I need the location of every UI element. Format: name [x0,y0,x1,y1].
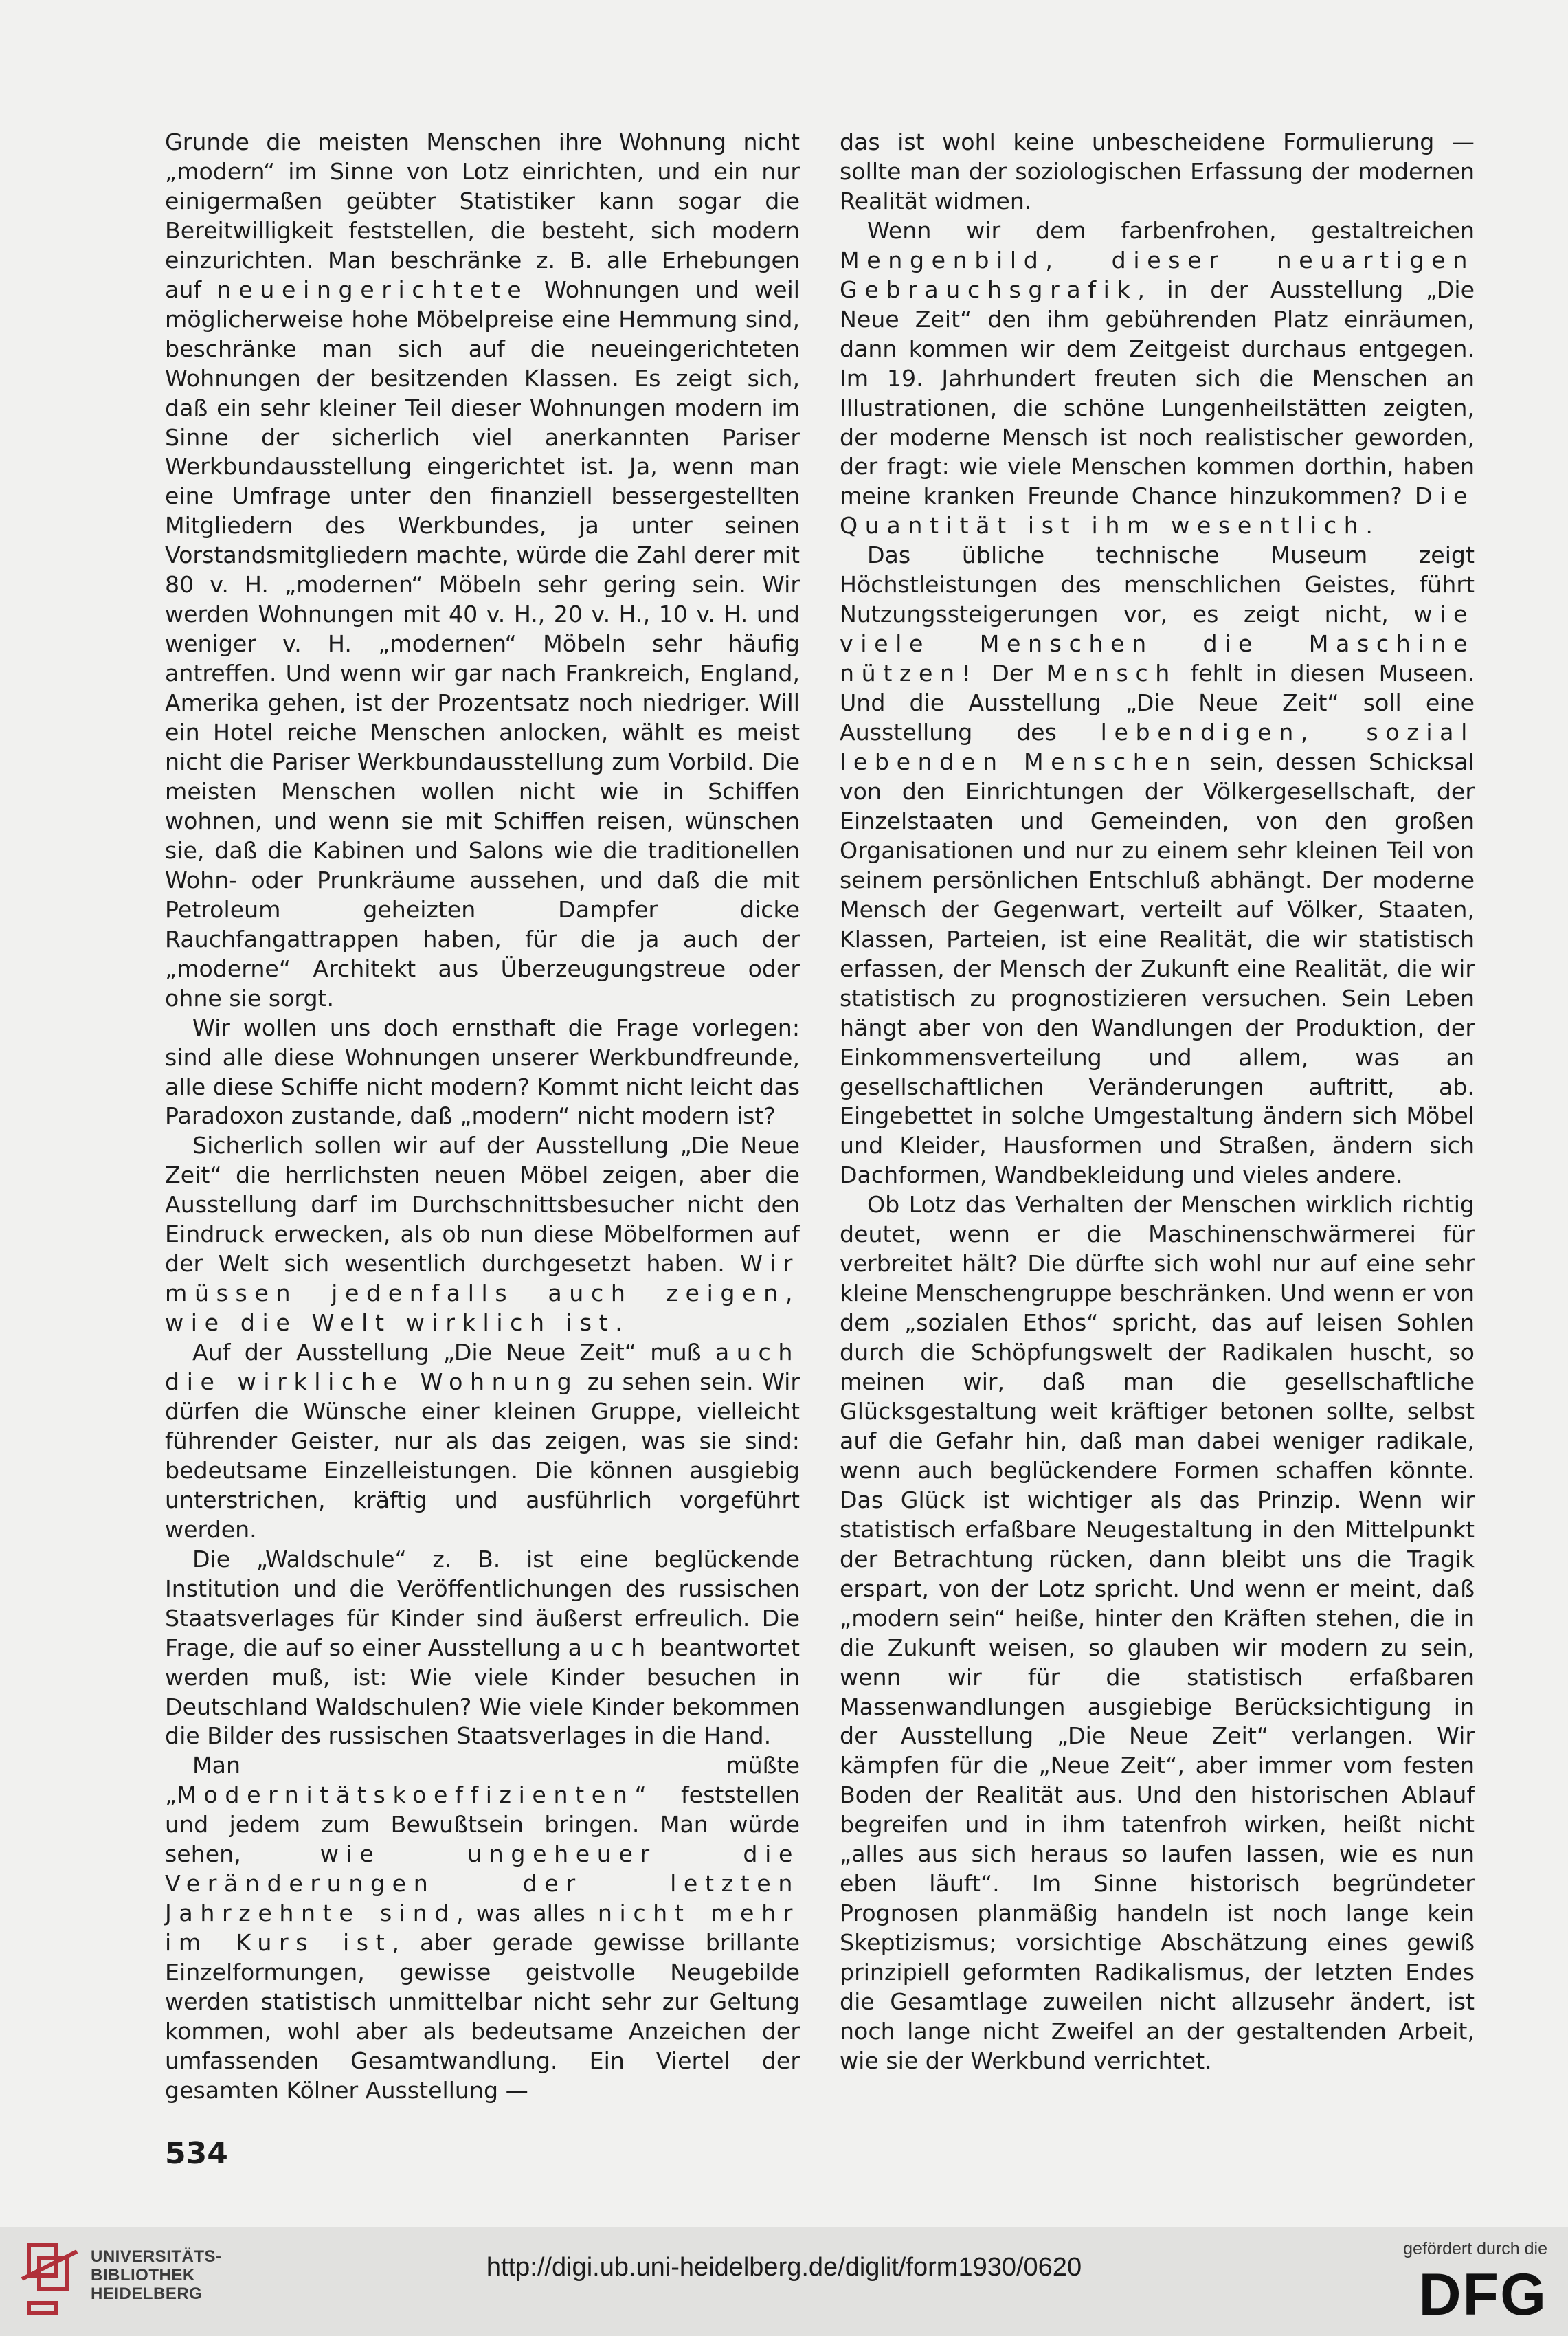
text-run: Auf der Ausstellung „Die Neue Zeit“ muß [192,1339,715,1366]
paragraph [840,128,1475,216]
text-run: Wenn wir dem farbenfrohen, gestaltreichen [867,216,1475,244]
library-name-line: UNIVERSITÄTS- [91,2247,222,2266]
page-number: 534 [165,2136,228,2171]
text-column-right [840,128,1475,2076]
text-run: Wir wollen uns doch ernsthaft die Frage vorlegen: sind alle diese Wohnungen unserer Werkbundfreunde, alle diese Schiffe nicht modern? Kommt nicht leicht das Paradoxon zustande, daß „modern“ nicht modern ist? [165,1014,800,1130]
text-run: Das übliche technische Museum zeigt Höchstleistungen des menschlichen Geistes, führt Nutzungssteigerungen vor, es zeigt nicht, [840,542,1475,628]
paragraph [165,128,800,1014]
emphasized-text: lebendigen, sozial lebenden Menschen [840,719,1475,776]
text-run: , in der Ausstellung „Die Neue Zeit“ den ihm gebührenden Platz einräumen, dann kommen wir dem Zeitgeist durchaus entgegen. Im 19. Jahrhundert freuten sich die Menschen an Illustrationen, die schöne Lungenheilstätten zeigten, der moderne Mensch ist noch realistischer geworden, der fragt: wie viele Menschen kommen dorthin, haben meine kranken Freunde Chance hinzukommen? [840,276,1475,510]
paragraph [840,541,1475,1190]
emphasized-text: wie viele Menschen die Maschine nützen! [840,601,1475,687]
emphasized-text: auch die wirkliche Wohnung [165,1339,800,1396]
emphasized-text: Mengenbild, dieser neuartigen Gebrauchsgrafik [840,246,1475,303]
text-run: Die „Waldschule“ z. B. ist eine beglückende Institution und die Veröffentlichungen des russischen Staatsverlages für Kinder sind äußerst erfreulich. Die Frage, die auf so einer Ausstellung [165,1545,800,1661]
paragraph [165,1014,800,1132]
text-run: , aber gerade gewisse brillante Einzelformungen, gewisse geistvolle Neugebilde werden statistisch unmittelbar nicht sehr zur Geltung kommen, wohl aber als bedeutsame Anzeichen der umfassenden Gesamtwandlung. Ein Viertel der gesamten Kölner Ausstellung — [165,1929,800,2104]
text-run: Grunde die meisten Menschen ihre Wohnung nicht „modern“ im Sinne von Lotz einrichten, und ein nur einigermaßen geübter Statistiker kann sogar die Bereitwilligkeit feststellen, die besteht, sich modern einzurichten. Man beschränke z. B. alle Erhebungen auf [165,129,800,303]
text-column-left [165,128,800,2106]
paragraph [165,1751,800,2105]
emphasized-text: auch [568,1634,653,1661]
text-run: , was alles [456,1900,598,1927]
text-run: Man müßte „ [165,1752,800,1809]
emphasized-text: wie ungeheuer die Veränderungen der letzten Jahrzehnte sind [165,1840,800,1927]
emphasized-text: nicht mehr im Kurs ist [165,1900,800,1957]
text-run: beantwortet werden muß, ist: Wie viele Kinder besuchen in Deutschland Waldschulen? Wie viele Kinder bekommen die Bilder des russischen Staatsverlages in die Hand. [165,1634,800,1750]
emphasized-text: Wir müssen jedenfalls auch zeigen, wie die Welt wirklich ist. [165,1250,800,1337]
text-run: “ feststellen und jedem zum Bewußtsein bringen. Man würde sehen, [165,1781,800,1868]
paragraph [165,1338,800,1545]
emphasized-text: Die Quantität ist ihm wesentlich. [840,482,1475,539]
library-name-line: BIBLIOTHEK [91,2266,195,2284]
text-run: das ist wohl keine unbescheidene Formulierung — sollte man der soziologischen Erfassung der modernen Realität widmen. [840,129,1475,214]
text-run: sein, dessen Schicksal von den Einrichtungen der Völkergesellschaft, der Einzelstaaten und Gemeinden, von den großen Organisationen und nur zu einem sehr kleinen Teil von seinem persönlichen Entschluß abhängt. Der moderne Mensch der Gegenwart, verteilt auf Völker, Staaten, Klassen, Parteien, ist eine Realität, die wir statistisch erfassen, der Mensch der Zukunft eine Realität, die wir statistisch zu prognostizieren versuchen. Sein Leben hängt aber von den Wandlungen der Produktion, der Einkommensverteilung und allem, was an gesellschaftlichen Veränderungen auftritt, ab. Eingebettet in solche Umgestaltung ändern sich Möbel und Kleider, Hausformen und Straßen, ändern sich Dachformen, Wandbekleidung und vieles andere. [840,748,1475,1189]
text-run: Ob Lotz das Verhalten der Menschen wirklich richtig deutet, wenn er die Maschinenschwärmerei für verbreitet hält? Die dürfte sich wohl nur auf eine sehr kleine Menschengruppe beschränken. Und wenn er von dem „sozialen Ethos“ spricht, das auf leisen Sohlen durch die Schöpfungswelt der Radikalen huscht, so meinen wir, daß man die gesellschaftliche Glücksgestaltung weit kräftiger betonen sollte, selbst auf die Gefahr hin, daß man dabei weniger radikale, wenn auch beglückendere Formen schaffen könnte. Das Glück ist wichtiger als das Prinzip. Wenn wir statistisch erfaßbare Neugestaltung in den Mittelpunkt der Betrachtung rücken, dann bleibt uns die Tragik erspart, von der Lotz spricht. Und wenn er meint, daß „modern sein“ heiße, hinter den Kräften stehen, die in die Zukunft weisen, so glauben wir modern zu sein, wenn wir für die statistisch erfaßbaren Massenwandlungen ausgiebige Berücksichtigung in der Ausstellung „Die Neue Zeit“ verlangen. Wir kämpfen für die „Neue Zeit“, aber immer vom festen Boden der Realität aus. Und den historischen Ablauf begreifen und in ihm tatenfroh wirken, heißt nicht „alles aus sich heraus so laufen lassen, wie es nun eben läuft“. Im Sinne historisch begründeter Prognosen planmäßig handeln ist noch lange kein Skeptizismus; vorsichtige Abschätzung eines gewiß prinzipiell geformten Radikalismus, der letzten Endes die Gesamtlage zuweilen nicht allzusehr ändert, ist noch lange nicht Zweifel an der gestaltenden Arbeit, wie sie der Werkbund verrichtet. [840,1191,1475,2074]
emphasized-text: Mensch [1046,660,1177,687]
funding-note: gefördert durch die [1403,2239,1547,2258]
library-name-line: HEIDELBERG [91,2284,203,2303]
paragraph [840,216,1475,541]
text-run: fehlt in diesen Museen. Und die Ausstellung „Die Neue Zeit“ soll eine Ausstellung des [840,660,1475,746]
paragraph [840,1190,1475,2076]
paragraph [165,1545,800,1752]
emphasized-text: neueingerichtete [216,276,529,303]
text-run: Sicherlich sollen wir auf der Ausstellung „Die Neue Zeit“ die herrlichsten neuen Möbel zeigen, aber die Ausstellung darf im Durchschnittsbesucher nicht den Eindruck erwecken, als ob nun diese Möbelformen auf der Welt sich wesentlich durchgesetzt haben. [165,1132,800,1278]
dfg-logo: DFG [1418,2262,1547,2328]
text-run: Der [978,660,1046,687]
text-run: Wohnungen und weil möglicherweise hohe Möbelpreise eine Hemmung sind, beschränke man sich auf die neueingerichteten Wohnungen der besitzenden Klassen. Es zeigt sich, daß ein sehr kleiner Teil dieser Wohnungen modern im Sinne der sicherlich viel anerkannten Pariser Werkbundausstellung eingerichtet ist. Ja, wenn man eine Umfrage unter den finanziell bessergestellten Mitgliedern des Werkbundes, ja unter seinen Vorstandsmitgliedern machte, würde die Zahl derer mit 80 v. H. „modernen“ Möbeln sehr gering sein. Wir werden Wohnungen mit 40 v. H., 20 v. H., 10 v. H. und weniger v. H. „modernen“ Möbeln sehr häufig antreffen. Und wenn wir gar nach Frankreich, England, Amerika gehen, ist der Prozentsatz noch niedriger. Will ein Hotel reiche Menschen anlocken, wählt es meist nicht die Pariser Werkbundausstellung zum Vorbild. Die meisten Menschen wollen nicht wie in Schiffen wohnen, und wenn sie mit Schiffen reisen, wünschen sie, daß die Kabinen und Salons wie die traditionellen Wohn- oder Prunkräume aussehen, und daß die mit Petroleum geheizten Dampfer dicke Rauchfangattrappen haben, für die ja auch der „moderne“ Architekt aus Überzeugungstreue oder ohne sie sorgt. [165,276,800,1012]
source-url-link[interactable]: http://digi.ub.uni-heidelberg.de/diglit/form1930/0620 [486,2253,1082,2282]
text-run: zu sehen sein. Wir dürfen die Wünsche einer kleinen Gruppe, vielleicht führender Geister, nur als das zeigen, was sie sind: bedeutsame Einzelleistungen. Die können ausgiebig unterstrichen, kräftig und ausführlich vorgeführt werden. [165,1368,800,1543]
paragraph [165,1131,800,1338]
emphasized-text: Modernitätskoeffizienten [177,1781,635,1809]
